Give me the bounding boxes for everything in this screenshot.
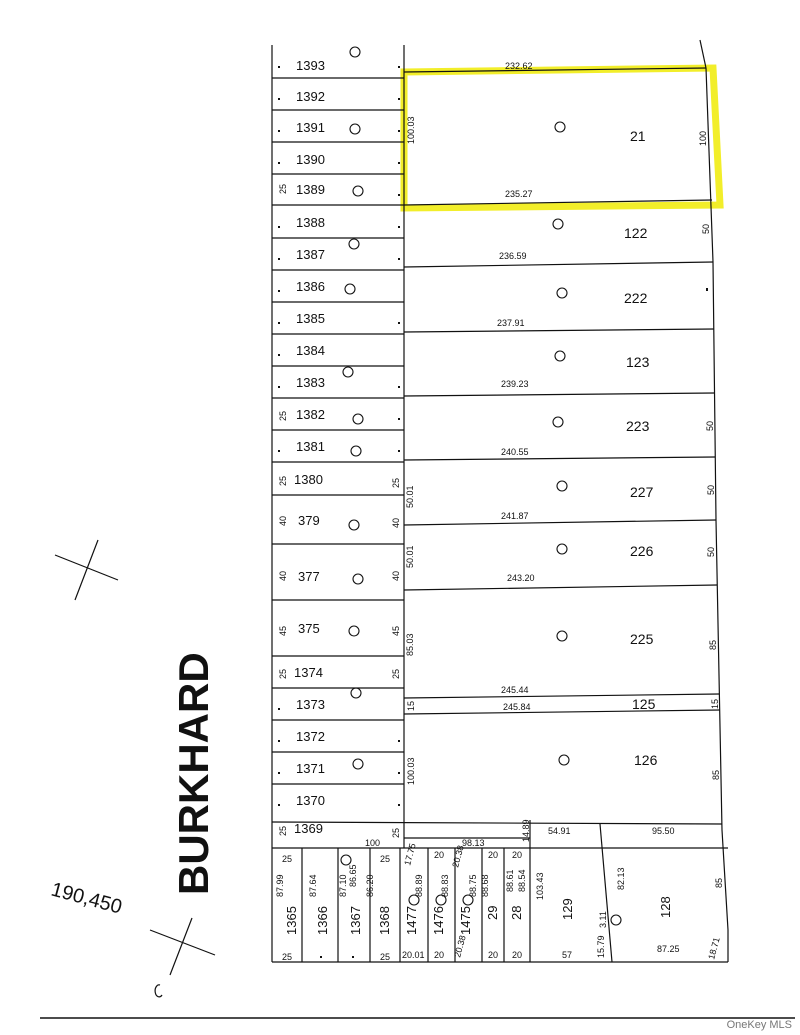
lot-1371: 1371 (296, 761, 325, 776)
dim-top-98-13: 98.13 (462, 838, 485, 848)
dim-128-small2: 3.11 (598, 911, 608, 928)
dim-1366-side: 87.64 (308, 874, 318, 897)
lot-1386: 1386 (296, 279, 325, 294)
lot-1366: 1366 (315, 906, 330, 935)
lot-1390: 1390 (296, 152, 325, 167)
lot-28: 28 (509, 905, 524, 920)
building-markers (341, 47, 621, 925)
lot-226: 226 (630, 543, 654, 559)
highlight-lot-21 (404, 68, 720, 208)
lot-379: 379 (298, 513, 320, 528)
lot-1388: 1388 (296, 215, 325, 230)
bottom-block (275, 819, 724, 962)
highlight-border (404, 68, 720, 208)
partial-mark (155, 985, 162, 997)
lot-1373: 1373 (296, 697, 325, 712)
dim-126-left: 100.03 (406, 757, 416, 785)
lot-1476: 1476 (431, 906, 446, 935)
dim-1368-side: 86.20 (365, 874, 375, 897)
street-name: BURKHARD (170, 652, 217, 895)
dim-1380-front: 25 (278, 475, 288, 486)
lot-123: 123 (626, 354, 650, 370)
lot-377: 377 (298, 569, 320, 584)
dim-225-left: 85.03 (405, 633, 415, 656)
dim-1475-bottom: 20.38 (452, 934, 468, 959)
dim-128-right: 85 (714, 877, 724, 888)
lot-225: 225 (630, 631, 654, 647)
dim-1368-top: 25 (380, 854, 391, 864)
dim-1476-top: 20 (434, 850, 445, 860)
dim-379-front: 40 (278, 515, 288, 526)
dim-226-bottom: 243.20 (507, 573, 535, 583)
dim-28-side2: 88.54 (517, 869, 527, 892)
cross-mark-lower (150, 918, 215, 975)
block-lines (40, 40, 795, 1018)
dim-129-top: 54.91 (548, 826, 571, 836)
lot-227: 227 (630, 484, 654, 500)
dim-375-rear: 45 (391, 625, 401, 636)
lot-1389: 1389 (296, 182, 325, 197)
lot-128: 128 (658, 896, 673, 918)
dim-125-bottom: 245.84 (503, 702, 531, 712)
cross-mark-upper (55, 540, 118, 600)
dim-1477-top: 17.75 (402, 842, 418, 867)
dim-1365-top: 25 (282, 854, 293, 864)
lot-1367: 1367 (348, 906, 363, 935)
dim-1382-front: 25 (278, 410, 288, 421)
dim-1365-side: 87.99 (275, 874, 285, 897)
dim-377-front: 40 (278, 570, 288, 581)
left-lots (294, 58, 325, 836)
lot-1382: 1382 (296, 407, 325, 422)
dim-1369-rear: 25 (391, 827, 401, 838)
dim-126-right: 85 (711, 769, 721, 780)
lot-125: 125 (632, 696, 656, 712)
lot-375: 375 (298, 621, 320, 636)
dim-1369-front: 25 (278, 825, 288, 836)
dim-1476-side: 88.83 (440, 874, 450, 897)
dim-225-right: 85 (708, 639, 718, 650)
dim-1477-side: 88.89 (414, 874, 424, 897)
dim-29-top: 20 (488, 850, 499, 860)
right-lots (624, 128, 658, 768)
dim-1380-rear: 25 (391, 477, 401, 488)
dim-1368-bottom: 25 (380, 952, 391, 962)
dim-225-bottom: 245.44 (501, 685, 529, 695)
lot-1383: 1383 (296, 375, 325, 390)
lot-1393: 1393 (296, 58, 325, 73)
dim-21-bottom: 235.27 (505, 189, 533, 199)
dim-21-top: 232.62 (505, 61, 533, 71)
lot-29: 29 (485, 905, 500, 920)
dim-1374-rear: 25 (391, 668, 401, 679)
dim-377-rear: 40 (391, 570, 401, 581)
dim-frontage-100: 100 (365, 838, 381, 848)
dim-1389-front: 25 (278, 183, 288, 194)
lot-1368: 1368 (377, 906, 392, 935)
dim-128-top: 95.50 (652, 826, 675, 836)
lot-129: 129 (560, 898, 575, 920)
lot-1477: 1477 (404, 906, 419, 935)
dim-123-bottom: 239.23 (501, 379, 529, 389)
coordinate-label: 190,450 (48, 878, 125, 919)
lot-1380: 1380 (294, 472, 323, 487)
lot-1369: 1369 (294, 821, 323, 836)
lot-122: 122 (624, 225, 648, 241)
dim-29-side: 88.68 (480, 874, 490, 897)
lot-1387: 1387 (296, 247, 325, 262)
lot-1372: 1372 (296, 729, 325, 744)
dim-227-bottom: 241.87 (501, 511, 529, 521)
dim-1374-front: 25 (278, 668, 288, 679)
dim-1476-bottom: 20 (434, 950, 445, 960)
dim-379-rear: 40 (391, 517, 401, 528)
dim-129-side: 103.43 (535, 872, 545, 900)
dim-128-corner: 18.71 (706, 936, 722, 961)
lot-126: 126 (634, 752, 658, 768)
dim-122-right: 50 (701, 223, 711, 234)
dim-223-right: 50 (705, 420, 715, 431)
dim-1475-side: 88.75 (468, 874, 478, 897)
dim-129-bottom: 57 (562, 950, 573, 960)
lot-21: 21 (630, 128, 646, 144)
lot-1475: 1475 (458, 906, 473, 935)
dim-128-side: 82.13 (616, 867, 626, 890)
dim-223-bottom: 240.55 (501, 447, 529, 457)
watermark: OneKey MLS (726, 1019, 792, 1031)
dim-28-side: 88.61 (505, 869, 515, 892)
lot-1384: 1384 (296, 343, 325, 358)
dim-227-left: 50.01 (405, 485, 415, 508)
lot-1391: 1391 (296, 120, 325, 135)
dim-21-right: 100 (698, 130, 708, 146)
lot-1365: 1365 (284, 906, 299, 935)
dim-29-bottom: 20 (488, 950, 499, 960)
lot-1370: 1370 (296, 793, 325, 808)
dim-1367-side2: 86.65 (348, 864, 358, 887)
dim-28-top: 20 (512, 850, 523, 860)
dim-1365-bottom: 25 (282, 952, 293, 962)
dim-227-right: 50 (706, 484, 716, 495)
lot-1392: 1392 (296, 89, 325, 104)
dim-226-right: 50 (706, 546, 716, 557)
dim-128-small1: 15.79 (596, 935, 606, 958)
lot-1385: 1385 (296, 311, 325, 326)
dim-375-front: 45 (278, 625, 288, 636)
dim-top-14-89: 14.89 (521, 819, 531, 842)
dim-21-left: 100.03 (406, 116, 416, 144)
dim-226-left: 50.01 (405, 545, 415, 568)
dim-222-bottom: 237.91 (497, 318, 525, 328)
lot-1381: 1381 (296, 439, 325, 454)
lot-222: 222 (624, 290, 648, 306)
dim-122-bottom: 236.59 (499, 251, 527, 261)
lot-223: 223 (626, 418, 650, 434)
dim-1475-top: 20.38 (450, 844, 466, 869)
dim-28-bottom: 20 (512, 950, 523, 960)
dim-1367-side: 87.10 (338, 874, 348, 897)
dim-125-right: 15 (710, 698, 720, 709)
dim-128-bottom: 87.25 (657, 944, 680, 954)
lot-1374: 1374 (294, 665, 323, 680)
dim-1477-bottom: 20.01 (402, 950, 425, 960)
dim-125-left: 15 (406, 700, 416, 711)
